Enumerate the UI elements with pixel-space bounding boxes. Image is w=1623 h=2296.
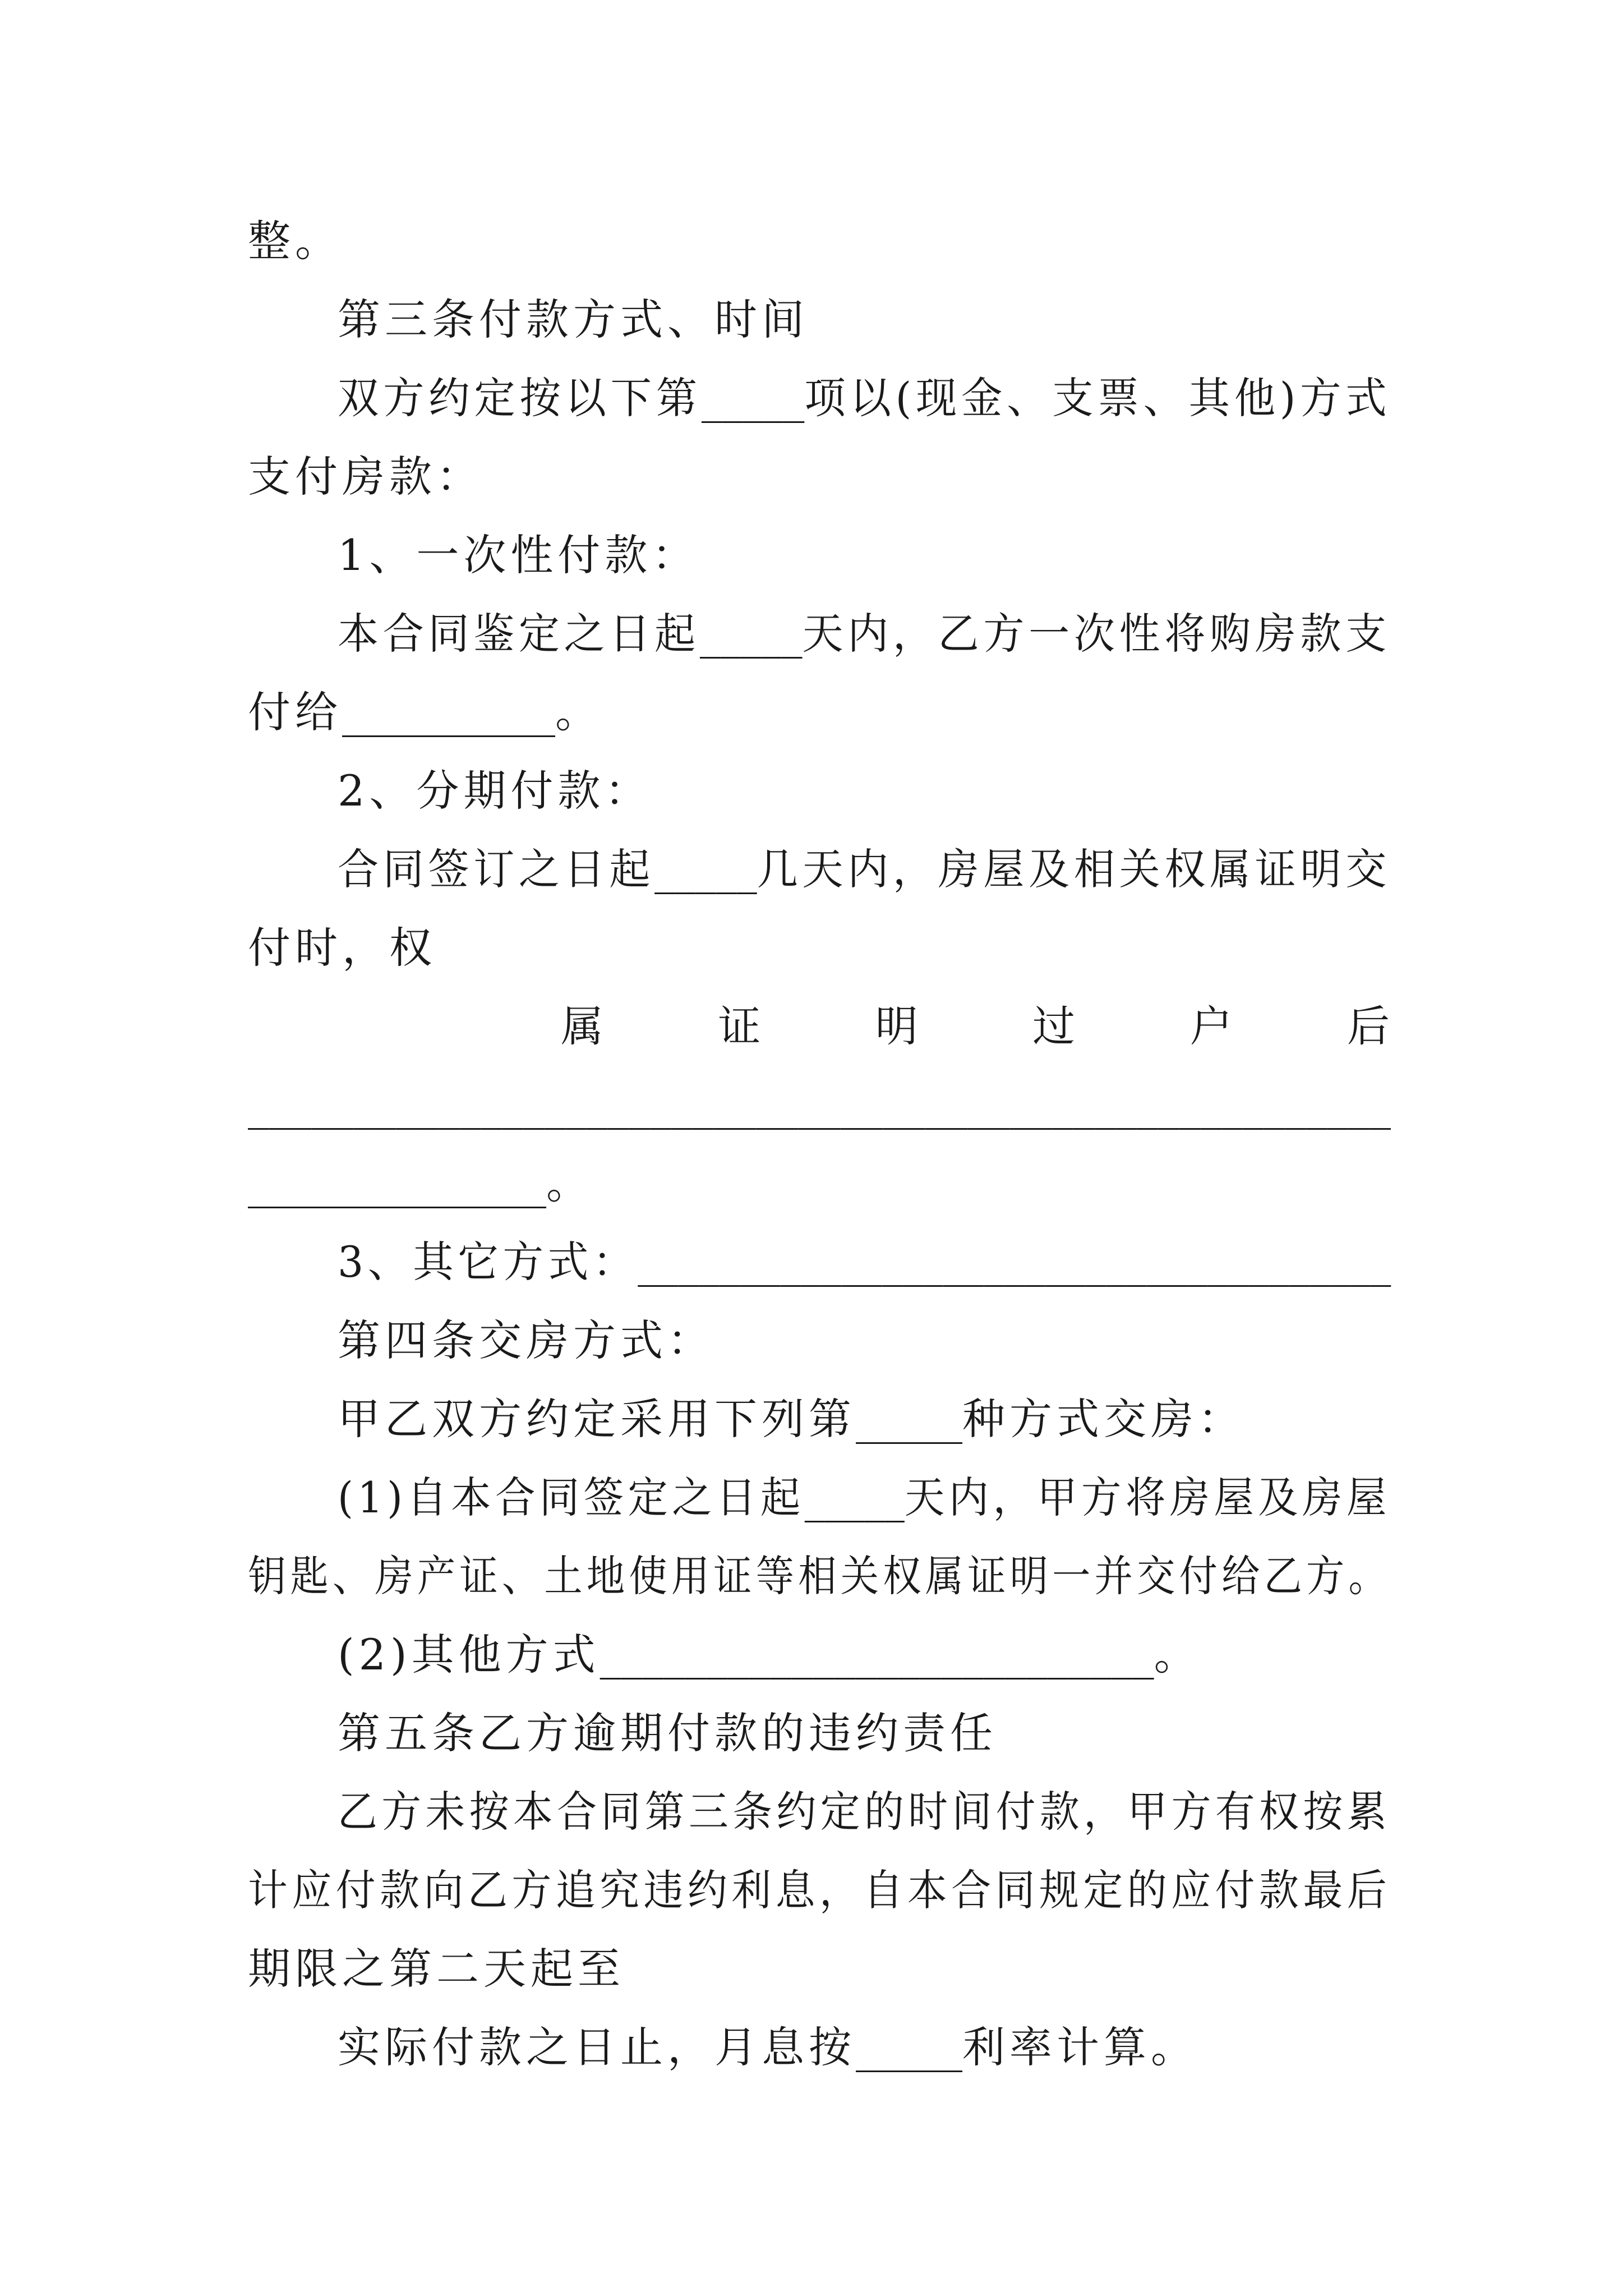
text-line — [338, 1781, 1391, 1843]
line-text: 2、分期付款： — [338, 766, 652, 816]
text-line — [248, 1153, 593, 1214]
line-text: 第四条交房方式： — [338, 1315, 714, 1365]
line-text: 支付房款： — [248, 452, 483, 501]
line-text: 付时，权 — [248, 923, 436, 973]
text-line — [248, 917, 436, 979]
line-text: 计应付款向乙方追究违约利息，自本合同规定的应付款最后 — [248, 1865, 1391, 1915]
text-line — [338, 603, 1391, 665]
text-line — [248, 210, 342, 272]
spread-text-line — [561, 996, 1390, 1057]
text-line — [338, 367, 1391, 429]
spread-char: 属 — [561, 1001, 603, 1051]
spread-char: 过 — [1032, 1001, 1076, 1051]
line-text: 整。 — [248, 216, 342, 266]
line-text: 期限之第二天起至 — [248, 1944, 625, 1994]
line-text: 。 — [555, 687, 602, 737]
line-text: 合同签订之日起 — [338, 844, 655, 894]
text-line — [338, 839, 1391, 900]
line-text: 甲乙双方约定采用下列第 — [338, 1394, 856, 1444]
fill-blank: _____________________________________ — [638, 1237, 1391, 1287]
spread-char: 证 — [718, 1001, 761, 1051]
article-5-heading — [338, 1703, 997, 1764]
text-line — [338, 1388, 1245, 1450]
spread-char: 后 — [1347, 1001, 1390, 1051]
line-text: 第五条乙方逾期付款的违约责任 — [338, 1708, 997, 1758]
line-text: 天内，甲方将房屋及房屋 — [904, 1473, 1391, 1522]
line-text: 项以(现金、支票、其他)方式 — [804, 373, 1391, 423]
fill-blank: __________________________ — [600, 1630, 1154, 1680]
fill-blank: _____ — [804, 1473, 905, 1522]
article-3-heading — [338, 289, 809, 351]
line-text: (1)自本合同签定之日起 — [338, 1473, 805, 1522]
line-text: 利率计算。 — [962, 2022, 1198, 2072]
blank-line — [248, 1074, 1391, 1136]
fill-blank: _____ — [701, 373, 805, 423]
text-line — [248, 1545, 1391, 1607]
line-text: 种方式交房： — [962, 1394, 1245, 1444]
line-text: 3、其它方式： — [338, 1237, 638, 1287]
line-text: 付给 — [248, 687, 342, 737]
text-line — [338, 1624, 1201, 1686]
line-text: 钥匙、房产证、土地使用证等相关权属证明一并交付给乙方。 — [248, 1551, 1391, 1601]
line-text: 乙方未按本合同第三条约定的时间付款，甲方有权按累 — [338, 1787, 1391, 1837]
fill-blank: ______________ — [248, 1158, 546, 1208]
line-text: 实际付款之日止，月息按 — [338, 2022, 856, 2072]
spread-char: 户 — [1189, 1001, 1233, 1051]
text-line — [248, 446, 483, 508]
line-text: 第三条付款方式、时间 — [338, 295, 809, 344]
fill-blank: _____ — [654, 844, 757, 894]
text-line — [338, 2017, 1198, 2078]
line-text: 。 — [1154, 1630, 1201, 1680]
text-line — [248, 1860, 1391, 1921]
fill-blank: __________ — [342, 687, 555, 737]
item-2-heading — [338, 760, 652, 822]
text-line — [248, 682, 602, 743]
line-text: (2)其他方式 — [338, 1630, 600, 1680]
line-text: 几天内，房屋及相关权属证明交 — [757, 844, 1391, 894]
line-text: 。 — [546, 1158, 593, 1208]
fill-blank: _____ — [699, 609, 803, 659]
fill-blank: _____ — [856, 2022, 962, 2072]
item-1-heading — [338, 524, 699, 586]
fill-blank: _____ — [856, 1394, 962, 1444]
line-text: 双方约定按以下第 — [338, 373, 702, 423]
item-3-line — [338, 1231, 1391, 1293]
text-line — [338, 1467, 1391, 1529]
line-text: 1、一次性付款： — [338, 530, 699, 580]
line-text: 天内，乙方一次性将购房款支 — [802, 609, 1391, 659]
line-text: 本合同鉴定之日起 — [338, 609, 700, 659]
text-line — [248, 1938, 625, 2000]
spread-char: 明 — [875, 1001, 918, 1051]
fill-blank: ______________________________________________________ — [248, 1080, 1391, 1130]
article-4-heading — [338, 1310, 714, 1372]
